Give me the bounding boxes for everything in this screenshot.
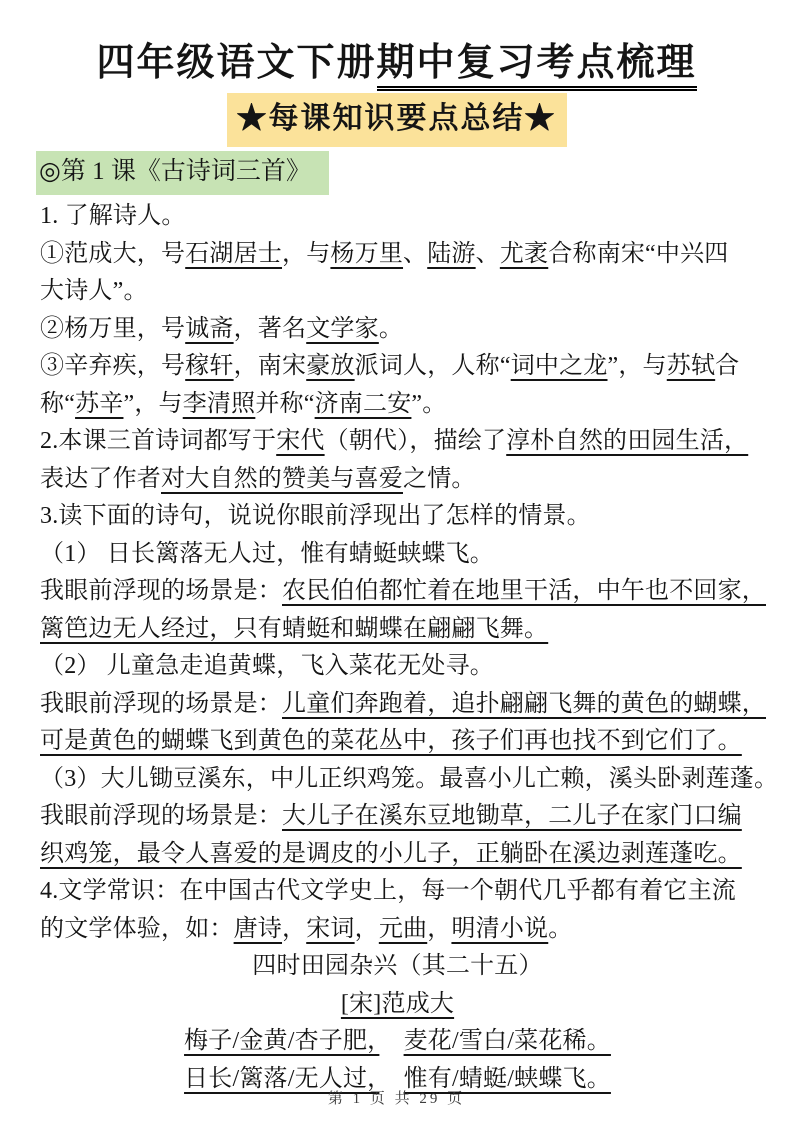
text-segment: 大诗人”。 xyxy=(40,278,148,304)
text-line xyxy=(40,611,755,649)
text-segment: 我眼前浮现的场景是： xyxy=(40,578,282,604)
text-line xyxy=(40,911,755,949)
text-segment: （2） 儿童急走追黄蝶，飞入菜花无处寻。 xyxy=(40,653,494,679)
text-segment: 合 xyxy=(715,353,740,379)
text-segment: 织鸡笼，最令人喜爱的是调皮的小儿子，正躺卧在溪边剥莲蓬吃。 xyxy=(40,840,742,867)
text-segment: 2.本课三首诗词都写于 xyxy=(40,428,277,454)
text-line xyxy=(40,273,755,311)
text-segment: 篱笆边无人经过，只有蜻蜓和蝴蝶在翩翩飞舞。 xyxy=(40,615,549,642)
text-line xyxy=(40,723,755,761)
text-segment: 豪放 xyxy=(306,353,355,379)
text-segment: 日长/篱落/无人过， xyxy=(184,1065,380,1092)
section-heading: ◎第 1 课《古诗词三首》 xyxy=(36,151,329,195)
text-line xyxy=(40,498,755,536)
text-segment: ，与 xyxy=(282,240,331,267)
text-line xyxy=(40,1023,755,1061)
text-segment: ， xyxy=(354,915,379,942)
text-line xyxy=(40,761,779,799)
text-segment: 苏辛 xyxy=(75,390,124,417)
text-segment: 可是黄色的蝴蝶飞到黄色的菜花丛中，孩子们再也找不到它们了。 xyxy=(40,728,742,754)
text-segment: （1） 日长篱落无人过，惟有蜻蜓蛱蝶飞。 xyxy=(40,540,494,567)
text-segment: 。 xyxy=(548,915,573,942)
subtitle-highlight: ★每课知识要点总结★ xyxy=(227,93,567,147)
text-segment: 陆游 xyxy=(427,240,476,267)
text-line xyxy=(40,236,755,274)
text-line xyxy=(40,573,766,611)
text-segment: 派词人，人称“ xyxy=(354,353,511,379)
text-segment: 诚斋 xyxy=(185,315,234,342)
text-segment: ”，与 xyxy=(607,353,667,379)
text-line xyxy=(40,648,755,686)
text-segment: 合称南宋“中兴四 xyxy=(548,240,729,267)
text-line xyxy=(40,311,755,349)
text-segment: 淳朴自然的田园生活， xyxy=(506,428,749,454)
text-segment: 四时田园杂兴（其二十五） xyxy=(252,953,543,979)
subtitle-row xyxy=(0,93,793,147)
text-segment: ①范成大，号 xyxy=(40,240,186,267)
text-segment: 词中之龙 xyxy=(510,353,608,379)
text-segment: 尤袤 xyxy=(499,240,549,267)
text-segment: 我眼前浮现的场景是： xyxy=(40,803,282,829)
text-segment: ，南宋 xyxy=(233,353,307,379)
text-segment: 惟有/蜻蜓/蛱蝶飞。 xyxy=(403,1065,611,1092)
text-segment: 文学家 xyxy=(306,315,379,342)
text-segment: ， xyxy=(427,915,452,942)
text-segment: ，著名 xyxy=(233,315,307,342)
section-heading-row xyxy=(36,151,793,195)
text-line xyxy=(40,686,766,724)
text-segment: 、 xyxy=(403,240,428,267)
text-segment: 李清照 xyxy=(182,390,256,417)
text-segment: 之情。 xyxy=(403,465,476,492)
text-segment: 表达了作者 xyxy=(40,465,161,492)
text-segment: ”，与 xyxy=(123,390,183,417)
text-segment: 麦花/雪白/菜花稀。 xyxy=(403,1028,611,1054)
page-title-underlined: 期中复习考点梳理 xyxy=(377,42,697,91)
text-segment: 称“ xyxy=(40,390,76,417)
body-lines xyxy=(40,198,779,1098)
text-segment: 宋词 xyxy=(306,915,355,942)
text-segment: ②杨万里，号 xyxy=(40,315,186,342)
text-line xyxy=(40,948,755,986)
text-segment: ③辛弃疾，号 xyxy=(40,353,186,379)
text-line xyxy=(40,836,755,874)
text-segment: 4.文学常识：在中国古代文学史上，每一个朝代几乎都有着它主流 xyxy=(40,878,736,904)
text-line xyxy=(40,423,755,461)
text-segment: ”。 xyxy=(411,390,447,417)
page-title xyxy=(0,40,793,86)
text-segment: 农民伯伯都忙着在地里干活，中午也不回家， xyxy=(282,578,766,604)
text-segment: ， xyxy=(282,915,307,942)
text-segment: 稼轩 xyxy=(185,353,234,379)
text-segment: 儿童们奔跑着，追扑翩翩飞舞的黄色的蝴蝶， xyxy=(282,690,766,717)
text-segment: 大儿子在溪东豆地锄草，二儿子在家门口编 xyxy=(282,803,742,829)
text-segment: 宋代 xyxy=(276,428,325,454)
text-segment: 的文学体验，如： xyxy=(40,915,234,942)
text-segment xyxy=(379,1028,403,1054)
text-segment: 济南二安 xyxy=(314,390,412,417)
text-segment: （朝代），描绘了 xyxy=(324,428,507,454)
text-line xyxy=(40,348,755,386)
text-line xyxy=(40,873,755,911)
text-segment: 。 xyxy=(378,315,404,342)
text-line xyxy=(40,386,755,424)
text-segment: 1. 了解诗人。 xyxy=(40,203,186,229)
text-segment: 唐诗 xyxy=(233,915,283,942)
text-line xyxy=(40,986,755,1024)
text-segment: 并称“ xyxy=(255,390,315,417)
text-line xyxy=(40,798,755,836)
text-line xyxy=(40,536,755,574)
text-segment: 苏轼 xyxy=(666,353,716,379)
text-segment: 明清小说 xyxy=(451,915,549,942)
text-segment: 梅子/金黄/杏子肥， xyxy=(184,1028,380,1054)
page-title-plain: 四年级语文下册 xyxy=(96,42,377,84)
text-segment: 、 xyxy=(475,240,500,267)
text-segment: 我眼前浮现的场景是： xyxy=(40,690,282,717)
text-segment: 杨万里 xyxy=(330,240,404,267)
text-segment: 3.读下面的诗句，说说你眼前浮现出了怎样的情景。 xyxy=(40,503,591,529)
text-segment: 石湖居士 xyxy=(185,240,283,267)
text-segment: 对大自然的赞美与喜爱 xyxy=(161,465,403,492)
text-line xyxy=(40,198,755,236)
text-segment: （3）大儿锄豆溪东，中儿正织鸡笼。最喜小儿亡赖，溪头卧剥莲蓬。 xyxy=(40,765,779,792)
text-segment: 元曲 xyxy=(378,915,428,942)
text-segment: [宋]范成大 xyxy=(340,990,455,1017)
page-number: 第 1 页 共 29 页 xyxy=(327,1091,466,1107)
text-line xyxy=(40,461,755,499)
